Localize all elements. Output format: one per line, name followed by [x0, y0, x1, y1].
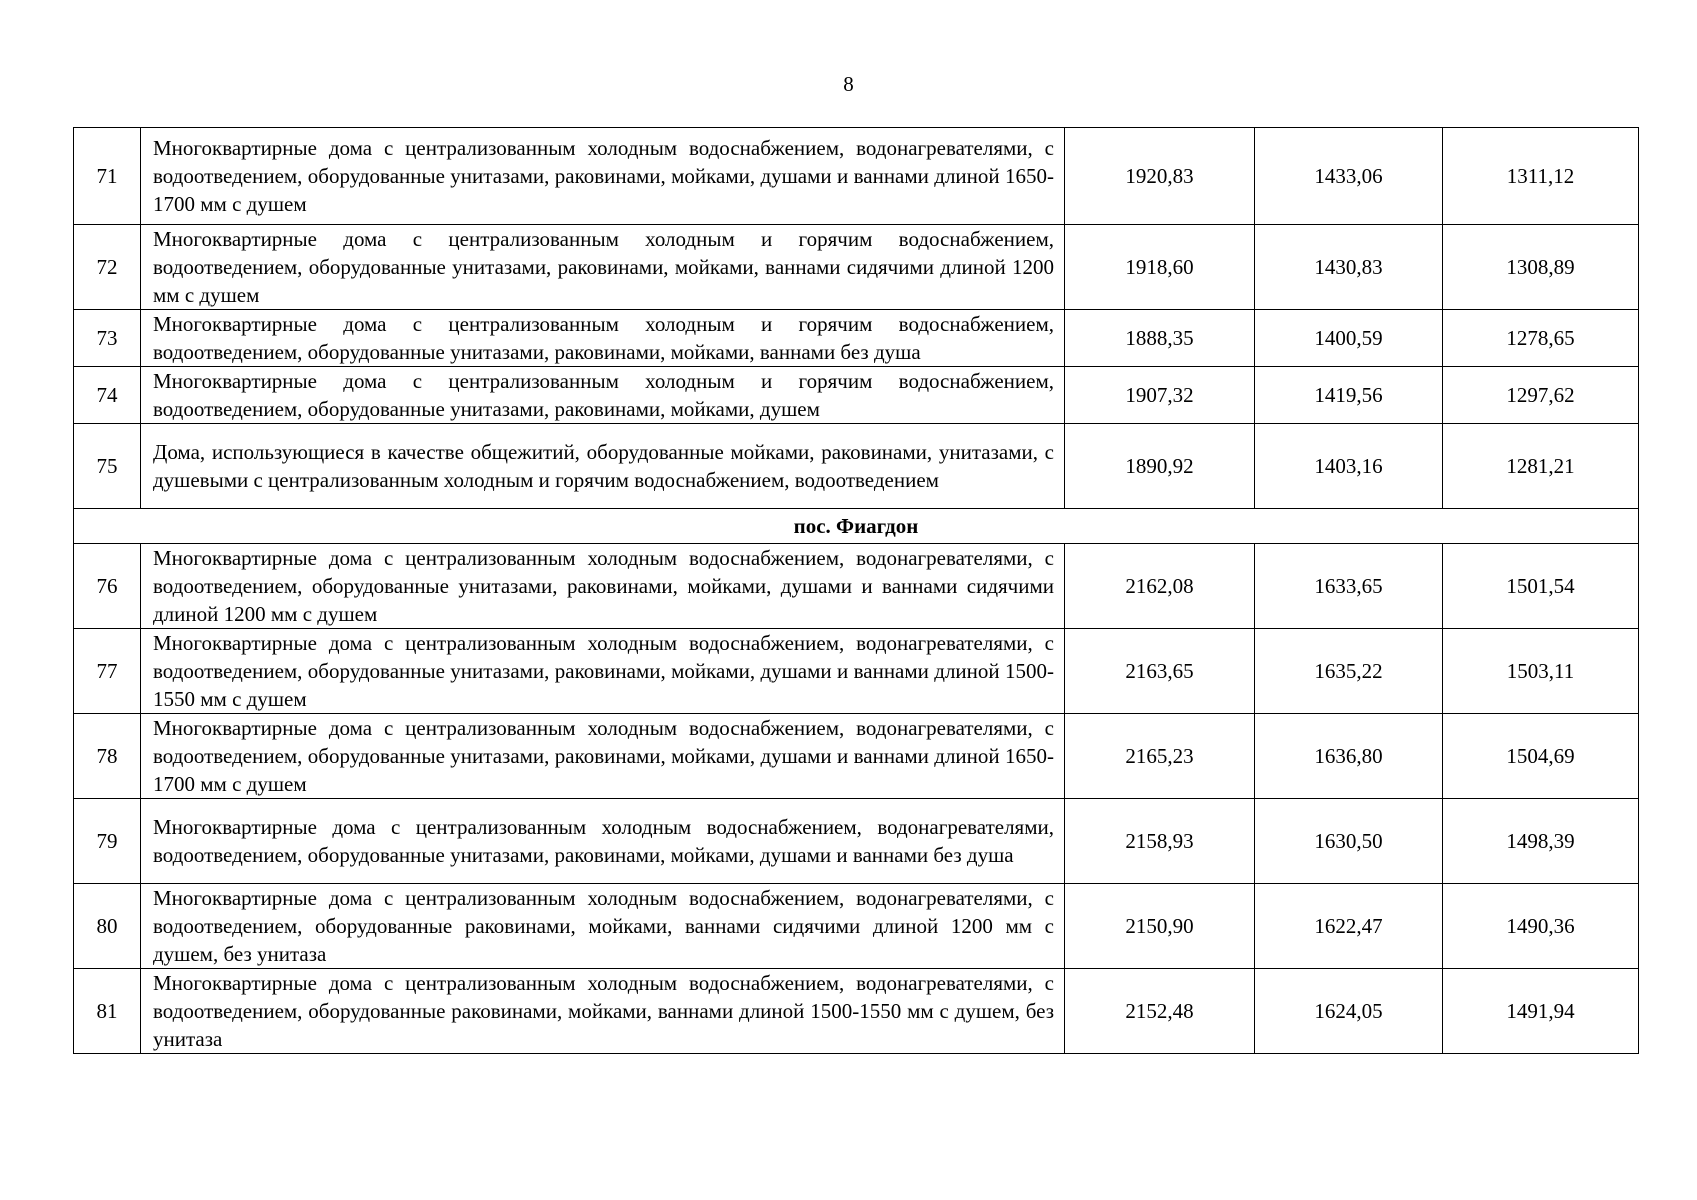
row-description: Многоквартирные дома с централизованным холодным водоснабжением, водонагревателями, с водоотведением, оборудованные унитазами, раковинами, мойками, душами и ваннами длиной 1650-1700 мм с душем	[141, 714, 1065, 799]
row-description: Многоквартирные дома с централизованным холодным и горячим водоснабжением, водоотведением, оборудованные унитазами, раковинами, мойками, ваннами без душа	[141, 310, 1065, 367]
row-number: 78	[74, 714, 141, 799]
tariff-table	[73, 127, 1639, 1054]
table-row	[74, 544, 1639, 629]
row-value-3: 1501,54	[1443, 544, 1639, 629]
row-value-1: 1888,35	[1065, 310, 1255, 367]
row-value-3: 1281,21	[1443, 424, 1639, 509]
row-value-2: 1400,59	[1255, 310, 1443, 367]
row-value-3: 1504,69	[1443, 714, 1639, 799]
row-value-3: 1503,11	[1443, 629, 1639, 714]
row-value-1: 2152,48	[1065, 969, 1255, 1054]
row-value-1: 2162,08	[1065, 544, 1255, 629]
row-value-2: 1633,65	[1255, 544, 1443, 629]
section-title: пос. Фиагдон	[74, 509, 1639, 544]
row-value-1: 2163,65	[1065, 629, 1255, 714]
row-description: Многоквартирные дома с централизованным холодным водоснабжением, водонагревателями, с водоотведением, оборудованные унитазами, раковинами, мойками, душами и ваннами сидячими длиной 1200 мм с душем	[141, 544, 1065, 629]
row-value-3: 1491,94	[1443, 969, 1639, 1054]
row-value-1: 1907,32	[1065, 367, 1255, 424]
row-number: 81	[74, 969, 141, 1054]
row-number: 79	[74, 799, 141, 884]
row-description: Многоквартирные дома с централизованным холодным и горячим водоснабжением, водоотведением, оборудованные унитазами, раковинами, мойками, ваннами сидячими длиной 1200 мм с душем	[141, 225, 1065, 310]
row-value-3: 1297,62	[1443, 367, 1639, 424]
table-row	[74, 629, 1639, 714]
table-row	[74, 799, 1639, 884]
table-row	[74, 884, 1639, 969]
row-value-2: 1430,83	[1255, 225, 1443, 310]
row-value-2: 1624,05	[1255, 969, 1443, 1054]
table-row	[74, 424, 1639, 509]
table-row	[74, 969, 1639, 1054]
row-value-1: 2150,90	[1065, 884, 1255, 969]
table-row	[74, 225, 1639, 310]
table-row	[74, 367, 1639, 424]
row-value-3: 1498,39	[1443, 799, 1639, 884]
row-value-2: 1630,50	[1255, 799, 1443, 884]
table-row	[74, 128, 1639, 225]
table-row	[74, 714, 1639, 799]
row-value-3: 1311,12	[1443, 128, 1639, 225]
row-description: Дома, использующиеся в качестве общежитий, оборудованные мойками, раковинами, унитазами, с душевыми с централизованным холодным и горячим водоснабжением, водоотведением	[141, 424, 1065, 509]
row-value-2: 1403,16	[1255, 424, 1443, 509]
row-value-2: 1636,80	[1255, 714, 1443, 799]
row-value-1: 2165,23	[1065, 714, 1255, 799]
row-value-1: 1920,83	[1065, 128, 1255, 225]
section-row	[74, 509, 1639, 544]
row-value-2: 1433,06	[1255, 128, 1443, 225]
row-value-2: 1419,56	[1255, 367, 1443, 424]
row-description: Многоквартирные дома с централизованным холодным водоснабжением, водонагревателями, с водоотведением, оборудованные унитазами, раковинами, мойками, душами и ваннами длиной 1650-1700 мм с душем	[141, 128, 1065, 225]
row-number: 71	[74, 128, 141, 225]
row-number: 74	[74, 367, 141, 424]
row-value-3: 1278,65	[1443, 310, 1639, 367]
table-row	[74, 310, 1639, 367]
row-description: Многоквартирные дома с централизованным холодным водоснабжением, водонагревателями, с водоотведением, оборудованные раковинами, мойками, ваннами сидячими длиной 1200 мм с душем, без унитаза	[141, 884, 1065, 969]
row-number: 73	[74, 310, 141, 367]
row-description: Многоквартирные дома с централизованным холодным водоснабжением, водонагревателями, с водоотведением, оборудованные раковинами, мойками, ваннами длиной 1500-1550 мм с душем, без унитаза	[141, 969, 1065, 1054]
row-value-1: 2158,93	[1065, 799, 1255, 884]
row-value-3: 1308,89	[1443, 225, 1639, 310]
row-value-2: 1622,47	[1255, 884, 1443, 969]
row-number: 72	[74, 225, 141, 310]
row-description: Многоквартирные дома с централизованным холодным водоснабжением, водонагревателями, водоотведением, оборудованные унитазами, раковинами, мойками, душами и ваннами без душа	[141, 799, 1065, 884]
page-number: 8	[843, 72, 854, 96]
row-number: 75	[74, 424, 141, 509]
row-value-3: 1490,36	[1443, 884, 1639, 969]
row-description: Многоквартирные дома с централизованным холодным и горячим водоснабжением, водоотведением, оборудованные унитазами, раковинами, мойками, душем	[141, 367, 1065, 424]
row-number: 77	[74, 629, 141, 714]
row-value-1: 1918,60	[1065, 225, 1255, 310]
row-value-1: 1890,92	[1065, 424, 1255, 509]
row-number: 76	[74, 544, 141, 629]
row-number: 80	[74, 884, 141, 969]
row-description: Многоквартирные дома с централизованным холодным водоснабжением, водонагревателями, с водоотведением, оборудованные унитазами, раковинами, мойками, душами и ваннами длиной 1500-1550 мм с душем	[141, 629, 1065, 714]
row-value-2: 1635,22	[1255, 629, 1443, 714]
